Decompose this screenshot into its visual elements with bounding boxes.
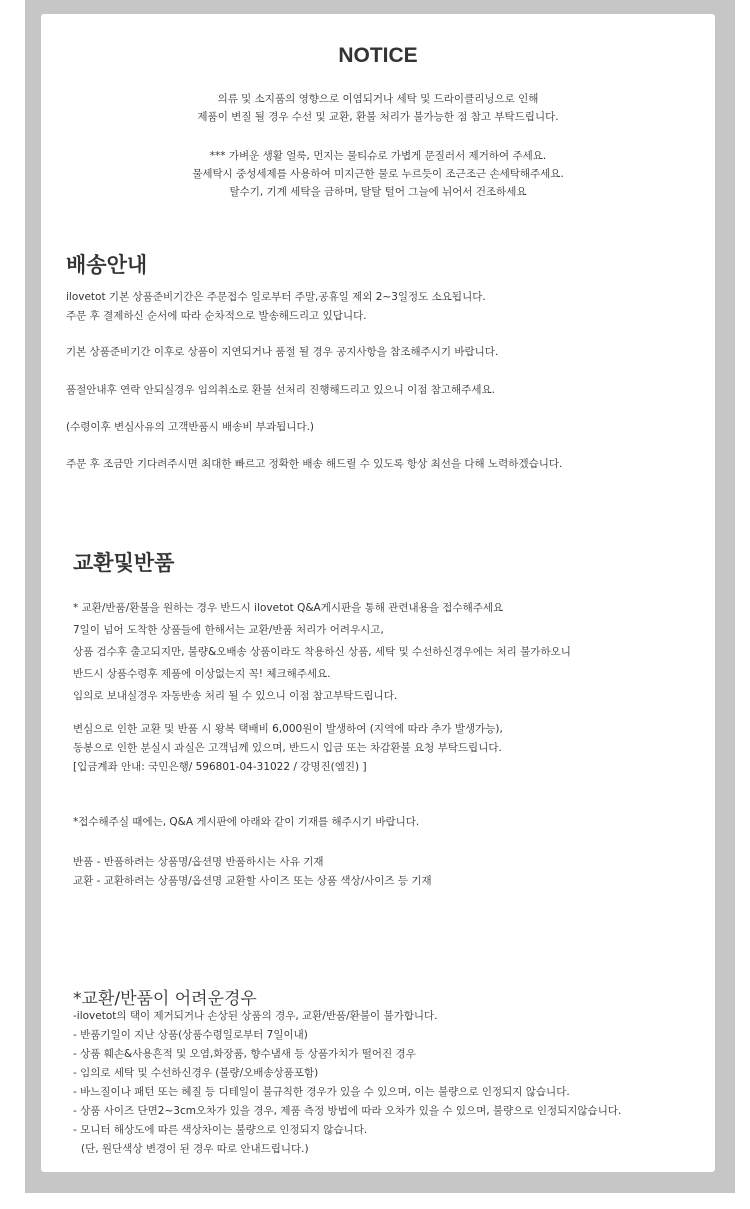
difficult-line: - 임의로 세탁 및 수선하신경우 (불량/오배송상품포함) — [73, 1067, 319, 1079]
difficult-list — [73, 1007, 621, 1159]
notice-line: *** 가벼운 생활 얼룩, 먼지는 물티슈로 가볍게 문질러서 제거하여 주세요. — [209, 150, 547, 162]
notice-line: 제품이 변질 될 경우 수선 및 교환, 환불 처리가 불가능한 점 참고 부탁드립니다. — [197, 111, 559, 123]
exchange-line: 동봉으로 인한 분실시 과실은 고객님께 있으며, 반드시 입금 또는 차감환불 요청 부탁드립니다. — [73, 742, 502, 754]
difficult-line: - 반품기일이 지난 상품(상품수령일로부터 7일이내) — [73, 1029, 308, 1041]
notice-line: 물세탁시 중성세제를 사용하여 미지근한 물로 누르듯이 조근조근 손세탁해주세요. — [192, 168, 564, 180]
shipping-paragraph-1 — [66, 288, 486, 326]
difficult-line: - 바느질이나 패턴 또는 헤질 등 디테일이 불규칙한 경우가 있을 수 있으며, 이는 불량으로 인정되지 않습니다. — [73, 1086, 570, 1098]
exchange-line: 변심으로 인한 교환 및 반품 시 왕복 택배비 6,000원이 발생하여 (지역에 따라 추가 발생가능), — [73, 723, 503, 735]
difficult-line: - 상품 훼손&사용흔적 및 오염,화장품, 향수냄새 등 상품가치가 떨어진 경우 — [73, 1048, 416, 1060]
shipping-paragraph-3: 품절안내후 연락 안되실경우 임의취소로 환불 선처리 진행해드리고 있으니 이점 참고해주세요. — [66, 384, 495, 396]
exchange-line: 7일이 넘어 도착한 상품들에 한해서는 교환/반품 처리가 어려우시고, — [73, 624, 384, 636]
exchange-paragraph-3: *접수해주실 때에는, Q&A 게시판에 아래와 같이 기재를 해주시기 바랍니다. — [73, 816, 420, 828]
difficult-line: - 모니터 해상도에 따른 색상차이는 불량으로 인정되지 않습니다. — [73, 1124, 368, 1136]
difficult-line: -ilovetot의 택이 제거되거나 손상된 상품의 경우, 교환/반품/환불이 불가합니다. — [73, 1010, 438, 1022]
exchange-paragraph-4 — [73, 853, 432, 891]
exchange-paragraph-1 — [73, 597, 571, 707]
difficult-line: - 상품 사이즈 단면2~3cm오차가 있을 경우, 제품 측정 방법에 따라 오차가 있을 수 있으며, 불량으로 인정되지않습니다. — [73, 1105, 622, 1117]
notice-line: 의류 및 소지품의 영향으로 이염되거나 세탁 및 드라이클리닝으로 인해 — [217, 93, 539, 105]
notice-paragraph-1 — [41, 90, 715, 126]
difficult-line: (단, 원단색상 변경이 된 경우 따로 안내드립니다.) — [81, 1143, 309, 1155]
shipping-line: 주문 후 결제하신 순서에 따라 순차적으로 발송해드리고 있답니다. — [66, 310, 367, 322]
notice-line: 탈수기, 기계 세탁을 금하며, 탈탈 털어 그늘에 뉘어서 건조하세요 — [229, 186, 527, 198]
exchange-line: 상품 검수후 출고되지만, 불량&오배송 상품이라도 착용하신 상품, 세탁 및 수선하신경우에는 처리 불가하오니 — [73, 646, 571, 658]
exchange-title: 교환및반품 — [73, 551, 175, 575]
notice-paragraph-2 — [41, 147, 715, 201]
exchange-line: * 교환/반품/환불을 원하는 경우 반드시 ilovetot Q&A게시판을 통해 관련내용을 접수해주세요 — [73, 602, 504, 614]
notice-panel — [41, 14, 715, 1172]
shipping-paragraph-5: 주문 후 조금만 기다려주시면 최대한 빠르고 정확한 배송 해드릴 수 있도록 항상 최선을 다해 노력하겠습니다. — [66, 458, 563, 470]
shipping-paragraph-4: (수령이후 변심사유의 고객반품시 배송비 부과됩니다.) — [66, 421, 315, 433]
exchange-line: [입금계좌 안내: 국민은행/ 596801-04-31022 / 강명진(엠진) ] — [73, 761, 367, 773]
page-frame — [25, 0, 735, 1193]
shipping-line: ilovetot 기본 상품준비기간은 주문접수 일로부터 주말,공휴일 제외 2~3일정도 소요됩니다. — [66, 291, 486, 303]
shipping-title: 배송안내 — [66, 253, 148, 277]
notice-title: NOTICE — [338, 44, 418, 67]
shipping-paragraph-2: 기본 상품준비기간 이후로 상품이 지연되거나 품절 될 경우 공지사항을 참조해주시기 바랍니다. — [66, 346, 499, 358]
exchange-paragraph-2 — [73, 720, 503, 777]
exchange-line: 반드시 상품수령후 제품에 이상없는지 꼭! 체크해주세요. — [73, 668, 331, 680]
exchange-line: 교환 - 교환하려는 상품명/옵션명 교환할 사이즈 또는 상품 색상/사이즈 등 기재 — [73, 875, 432, 887]
difficult-title: *교환/반품이 어려운경우 — [73, 989, 257, 1009]
exchange-line: 반품 - 반품하려는 상품명/옵션명 반품하시는 사유 기재 — [73, 856, 324, 868]
exchange-line: 임의로 보내실경우 자동반송 처리 될 수 있으니 이점 참고부탁드립니다. — [73, 690, 398, 702]
